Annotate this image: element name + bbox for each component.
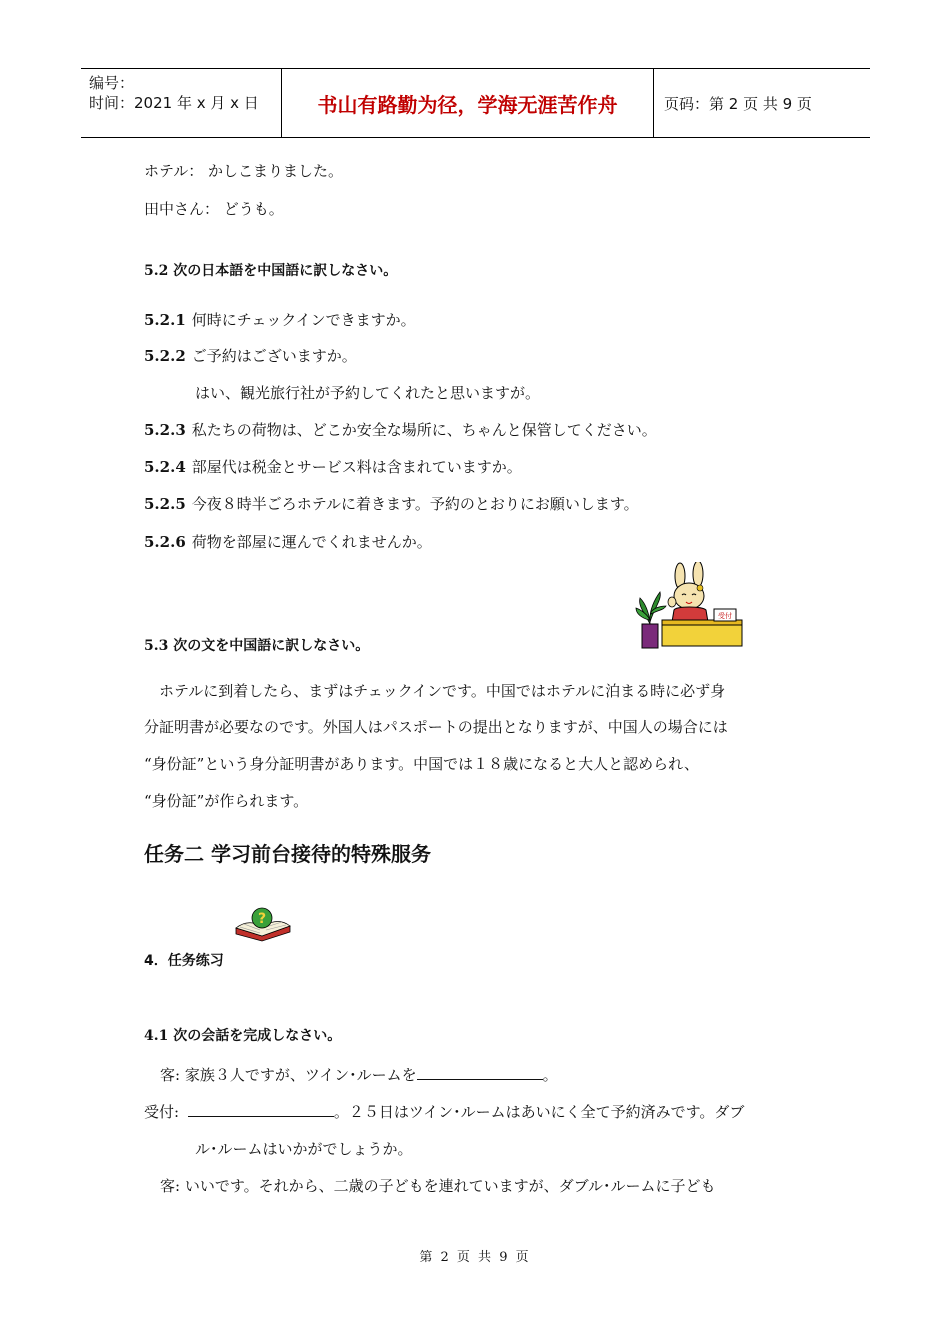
conversation-text: 。 (542, 1066, 558, 1084)
section-title-5-2: 5.2 次の日本語を中国語に訳しなさい。 (144, 263, 398, 279)
exercise-text: はい、観光旅行社が予約してくれたと思いますが。 (195, 384, 541, 402)
exercise-text: 今夜８時半ごろホテルに着きます。予約のとおりにお願いします。 (191, 495, 639, 513)
exercise-item (144, 456, 522, 478)
question-book-icon (232, 906, 294, 942)
exercise-number: 5.2.3 (144, 421, 186, 439)
dialogue-text: どうも。 (223, 200, 284, 218)
exercise-item (144, 419, 657, 441)
conversation-speaker: 客: (160, 1177, 181, 1195)
reception-rabbit-illustration (634, 562, 746, 652)
conversation-speaker: 客: (160, 1066, 181, 1084)
dialogue-speaker: 田中さん： (144, 200, 220, 218)
section-title-4-1: 4.1 次の会話を完成しなさい。 (144, 1028, 342, 1044)
header-left-cell (81, 69, 281, 137)
exercise-item (144, 493, 639, 515)
header-motto: 书山有路勤为径，学海无涯苦作舟 (281, 69, 654, 137)
task-heading: 任务二 学习前台接待的特殊服务 (144, 842, 431, 866)
exercise-item-continuation (195, 382, 540, 404)
conversation-text: ル･ルームはいかがでしょうか。 (195, 1140, 413, 1158)
conversation-text: 家族３人ですが、ツイン･ルームを (184, 1066, 417, 1084)
paragraph-line: 分証明書が必要なのです。外国人はパスポートの提出となりますが、中国人の場合には (144, 718, 728, 736)
header-date: 时间：2021 年 x 月 x 日 (89, 94, 259, 112)
exercise-item (144, 345, 357, 367)
reception-sign-text: 受付 (718, 612, 732, 620)
conversation-speaker: 受付: (144, 1103, 180, 1121)
section-title-5-3: 5.3 次の文を中国語に訳しなさい。 (144, 638, 370, 654)
paragraph-line: “身份証”が作られます。 (144, 792, 309, 810)
dialogue-line (144, 160, 343, 182)
header-number-label: 编号： (89, 74, 135, 92)
section-title-4: 4．任务练习 (144, 953, 224, 969)
exercise-item (144, 531, 432, 553)
exercise-text: 何時にチェックインできますか。 (191, 311, 416, 329)
conversation-line (160, 1064, 558, 1086)
page-footer: 第 2 页 共 9 页 (419, 1250, 531, 1265)
svg-text:?: ? (257, 911, 267, 927)
exercise-number: 5.2.2 (144, 347, 186, 365)
exercise-text: 部屋代は税金とサービス料は含まれていますか。 (191, 458, 522, 476)
conversation-text: いいです。それから、二歳の子どもを連れていますが、ダブル･ルームに子ども (184, 1177, 716, 1195)
dialogue-speaker: ホテル： (144, 162, 204, 180)
exercise-number: 5.2.4 (144, 458, 186, 476)
conversation-line-continuation (195, 1138, 413, 1160)
exercise-item (144, 309, 416, 331)
paragraph-line: ホテルに到着したら、まずはチェックインです。中国ではホテルに泊まる時に必ず身 (144, 682, 726, 700)
conversation-line (144, 1101, 744, 1123)
page-header (81, 68, 870, 138)
dialogue-line (144, 198, 284, 220)
exercise-number: 5.2.1 (144, 311, 186, 329)
exercise-text: 荷物を部屋に運んでくれませんか。 (191, 533, 432, 551)
exercise-number: 5.2.6 (144, 533, 186, 551)
conversation-line (160, 1175, 716, 1197)
fill-in-blank[interactable] (188, 1102, 334, 1117)
dialogue-text: かしこまりました。 (208, 162, 344, 180)
exercise-text: ご予約はございますか。 (191, 347, 357, 365)
exercise-number: 5.2.5 (144, 495, 186, 513)
exercise-text: 私たちの荷物は、どこか安全な場所に、ちゃんと保管してください。 (191, 421, 657, 439)
paragraph-line: “身份証”という身分証明書があります。中国では１８歳になると大人と認められ、 (144, 755, 700, 773)
header-page-info: 页码：第 2 页 共 9 页 (664, 94, 812, 113)
conversation-text: 。２５日はツイン･ルームはあいにく全て予約済みです。ダブ (333, 1103, 745, 1121)
fill-in-blank[interactable] (417, 1065, 543, 1080)
